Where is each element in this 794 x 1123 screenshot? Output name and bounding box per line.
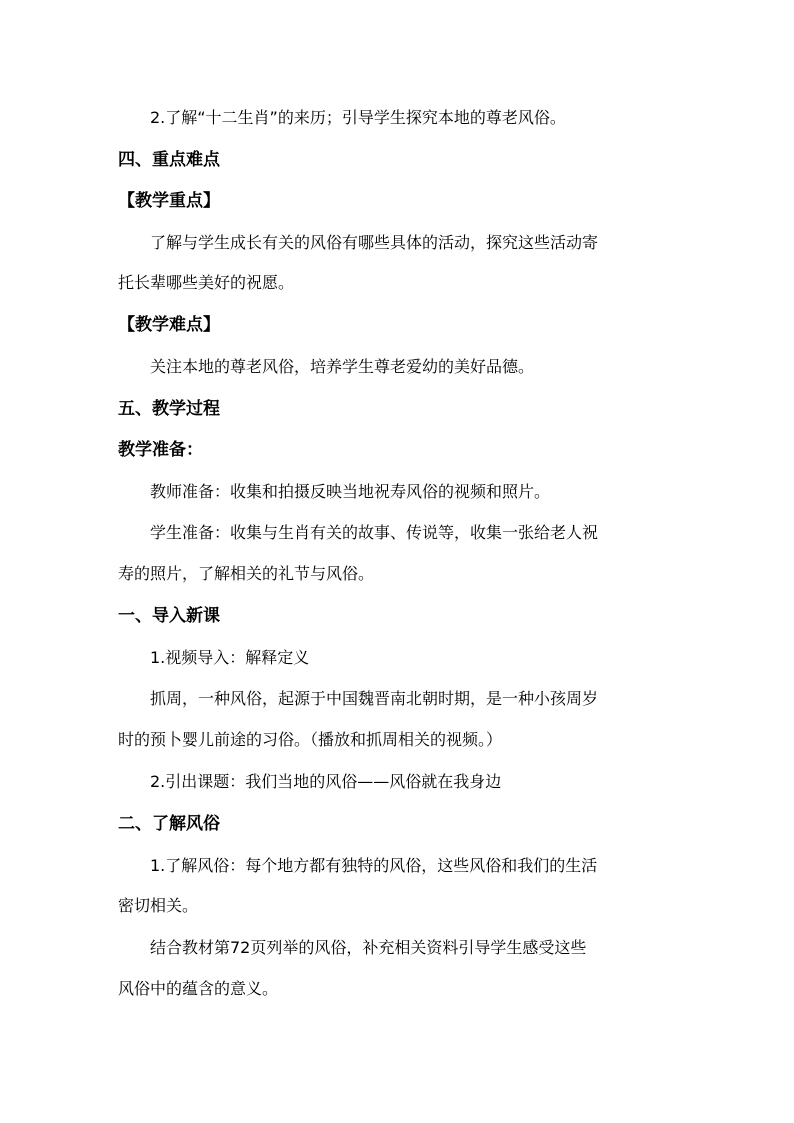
part-2-heading: 二、了解风俗 xyxy=(118,814,220,834)
prep-label: 教学准备： xyxy=(118,440,203,460)
key-point-line-2: 托长辈哪些美好的祝愿。 xyxy=(118,273,295,292)
student-prep-line-1: 学生准备：收集与生肖有关的故事、传说等，收集一张给老人祝 xyxy=(150,523,599,542)
teacher-prep: 教师准备：收集和拍摄反映当地祝寿风俗的视频和照片。 xyxy=(150,482,551,501)
key-point-line-1: 了解与学生成长有关的风俗有哪些具体的活动，探究这些活动寄 xyxy=(150,233,599,252)
definition-line-1: 抓周，一种风俗，起源于中国魏晋南北朝时期，是一种小孩周岁 xyxy=(150,689,599,708)
difficulty-text: 关注本地的尊老风俗，培养学生尊老爱幼的美好品德。 xyxy=(150,357,535,376)
part-2-item-1-line-1: 1.了解风俗：每个地方都有独特的风俗，这些风俗和我们的生活 xyxy=(150,856,598,875)
objective-2: 2.了解“十二生肖”的来历；引导学生探究本地的尊老风俗。 xyxy=(150,108,566,127)
part-2-para-line-1: 结合教材第72页列举的风俗，补充相关资料引导学生感受这些 xyxy=(150,938,587,957)
section-4-heading: 四、重点难点 xyxy=(118,150,220,170)
part-1-item-1: 1.视频导入：解释定义 xyxy=(150,648,310,667)
student-prep-line-2: 寿的照片，了解相关的礼节与风俗。 xyxy=(118,564,375,583)
part-1-item-2: 2.引出课题：我们当地的风俗——风俗就在我身边 xyxy=(150,772,502,791)
key-point-label: 【教学重点】 xyxy=(118,191,220,211)
definition-line-2: 时的预卜婴儿前途的习俗。（播放和抓周相关的视频。） xyxy=(118,730,503,749)
part-2-para-line-2: 风俗中的蕴含的意义。 xyxy=(118,979,279,998)
part-1-heading: 一、导入新课 xyxy=(118,606,220,626)
part-2-item-1-line-2: 密切相关。 xyxy=(118,896,199,915)
section-5-heading: 五、教学过程 xyxy=(118,399,220,419)
difficulty-label: 【教学难点】 xyxy=(118,315,220,335)
